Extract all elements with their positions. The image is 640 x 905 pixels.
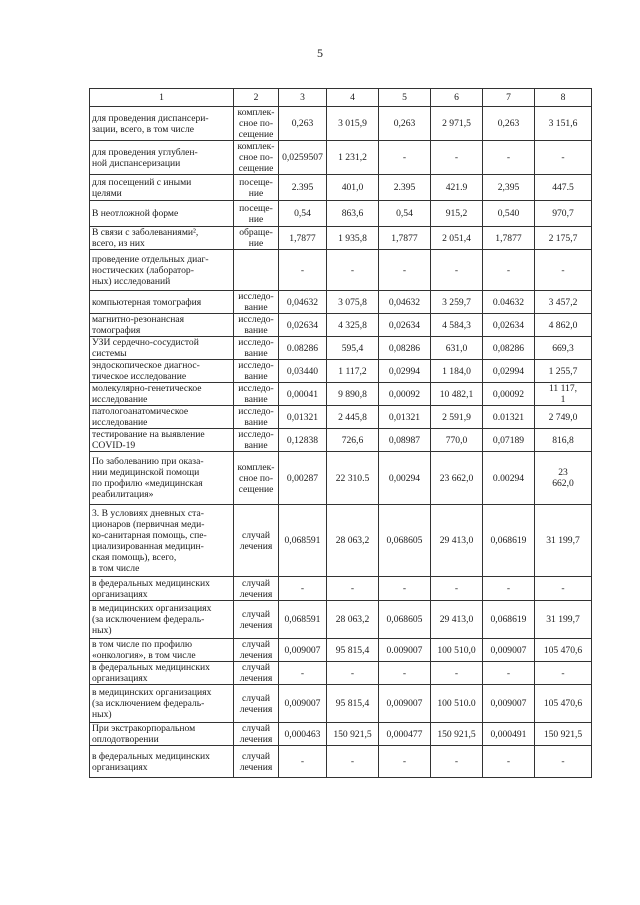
table-row (90, 360, 592, 383)
value-cell: - (379, 250, 431, 291)
value-cell: 0,068591 (279, 505, 327, 577)
value-cell: 0,03440 (279, 360, 327, 383)
value-cell: 2 445,8 (327, 406, 379, 429)
row-label: эндоскопическое диагнос- тическое исследование (90, 360, 234, 383)
unit-cell: случай лечения (234, 577, 279, 601)
value-cell: 105 470,6 (535, 685, 592, 723)
value-cell: 0,02634 (379, 314, 431, 337)
value-cell: 447.5 (535, 175, 592, 201)
unit-cell: случай лечения (234, 685, 279, 723)
header-cell: 8 (535, 89, 592, 107)
value-cell: 95 815,4 (327, 685, 379, 723)
value-cell: 0.04632 (483, 291, 535, 314)
row-label: В связи с заболеваниями², всего, из них (90, 227, 234, 250)
value-cell: - (483, 141, 535, 175)
unit-cell: обраще- ние (234, 227, 279, 250)
table-row (90, 723, 592, 746)
value-cell: 0,263 (379, 107, 431, 141)
value-cell: 0,068619 (483, 601, 535, 639)
unit-cell: случай лечения (234, 662, 279, 685)
value-cell: 23 662,0 (431, 452, 483, 505)
row-label: При экстракорпоральном оплодотворении (90, 723, 234, 746)
value-cell: 3 075,8 (327, 291, 379, 314)
unit-cell: случай лечения (234, 505, 279, 577)
value-cell: 2 175,7 (535, 227, 592, 250)
value-cell: - (431, 577, 483, 601)
unit-cell: исследо- вание (234, 360, 279, 383)
table-row (90, 250, 592, 291)
value-cell: 0,000463 (279, 723, 327, 746)
value-cell: 2 591,9 (431, 406, 483, 429)
header-cell: 2 (234, 89, 279, 107)
value-cell: 0,54 (379, 201, 431, 227)
value-cell: - (535, 746, 592, 778)
value-cell: 31 199,7 (535, 505, 592, 577)
value-cell: 816,8 (535, 429, 592, 452)
unit-cell: исследо- вание (234, 429, 279, 452)
value-cell: 915,2 (431, 201, 483, 227)
table-row (90, 746, 592, 778)
value-cell: 726,6 (327, 429, 379, 452)
unit-cell: исследо- вание (234, 314, 279, 337)
value-cell: - (483, 746, 535, 778)
row-label: в федеральных медицинских организациях (90, 746, 234, 778)
value-cell: 1 935,8 (327, 227, 379, 250)
value-cell: 0,04632 (379, 291, 431, 314)
value-cell: 631,0 (431, 337, 483, 360)
value-cell: 0,08286 (379, 337, 431, 360)
value-cell: 22 310.5 (327, 452, 379, 505)
header-cell: 4 (327, 89, 379, 107)
value-cell: 150 921,5 (535, 723, 592, 746)
value-cell: - (535, 577, 592, 601)
value-cell: 0,04632 (279, 291, 327, 314)
value-cell: 100 510,0 (431, 639, 483, 662)
value-cell: 0,00092 (483, 383, 535, 406)
value-cell: 669,3 (535, 337, 592, 360)
value-cell: 0,00287 (279, 452, 327, 505)
value-cell: 1,7877 (379, 227, 431, 250)
value-cell: 0,009007 (279, 639, 327, 662)
value-cell: 2.395 (279, 175, 327, 201)
table-row (90, 505, 592, 577)
row-label: в медицинских организациях (за исключением федераль- ных) (90, 685, 234, 723)
value-cell: 0,07189 (483, 429, 535, 452)
value-cell: 421.9 (431, 175, 483, 201)
value-cell: 0,01321 (279, 406, 327, 429)
value-cell: 150 921,5 (327, 723, 379, 746)
unit-cell: исследо- вание (234, 406, 279, 429)
value-cell: - (431, 250, 483, 291)
value-cell: 0,12838 (279, 429, 327, 452)
value-cell: - (279, 250, 327, 291)
row-label: магнитно-резонансная томография (90, 314, 234, 337)
value-cell: 0,263 (279, 107, 327, 141)
unit-cell: посеще- ние (234, 201, 279, 227)
row-label: для посещений с иными целями (90, 175, 234, 201)
unit-cell: комплек- сное по- сещение (234, 452, 279, 505)
row-label: в том числе по профилю «онкология», в том числе (90, 639, 234, 662)
value-cell: 1 255,7 (535, 360, 592, 383)
value-cell: - (535, 141, 592, 175)
row-label: В неотложной форме (90, 201, 234, 227)
value-cell: 0,08286 (483, 337, 535, 360)
row-label: для проведения диспансери- зации, всего, в том числе (90, 107, 234, 141)
value-cell: 0.01321 (483, 406, 535, 429)
row-label: тестирование на выявление COVID-19 (90, 429, 234, 452)
row-label: УЗИ сердечно-сосудистой системы (90, 337, 234, 360)
value-cell: - (483, 662, 535, 685)
value-cell: 970,7 (535, 201, 592, 227)
value-cell: 2 749,0 (535, 406, 592, 429)
value-cell: 1 117,2 (327, 360, 379, 383)
value-cell: - (483, 577, 535, 601)
value-cell: 105 470,6 (535, 639, 592, 662)
value-cell: 1 184,0 (431, 360, 483, 383)
header-cell: 3 (279, 89, 327, 107)
value-cell: - (279, 662, 327, 685)
unit-cell: случай лечения (234, 639, 279, 662)
value-cell: 10 482,1 (431, 383, 483, 406)
value-cell: 0,009007 (483, 639, 535, 662)
value-cell: - (535, 250, 592, 291)
value-cell: 0,068605 (379, 505, 431, 577)
value-cell: - (327, 577, 379, 601)
unit-cell: исследо- вание (234, 291, 279, 314)
table-row (90, 291, 592, 314)
row-label: в федеральных медицинских организациях (90, 577, 234, 601)
value-cell: 2 971,5 (431, 107, 483, 141)
header-cell: 7 (483, 89, 535, 107)
value-cell: 0,54 (279, 201, 327, 227)
header-cell: 6 (431, 89, 483, 107)
row-label: проведение отдельных диаг- ностических (лаборатор- ных) исследований (90, 250, 234, 291)
unit-cell: комплек- сное по- сещение (234, 107, 279, 141)
table-row (90, 639, 592, 662)
table-row (90, 314, 592, 337)
page-number: 5 (317, 46, 323, 60)
value-cell: 3 151,6 (535, 107, 592, 141)
table-row (90, 175, 592, 201)
value-cell: 28 063,2 (327, 601, 379, 639)
value-cell: 1,7877 (483, 227, 535, 250)
value-cell: 0,009007 (483, 685, 535, 723)
value-cell: 0,02634 (279, 314, 327, 337)
tariff-table (89, 88, 592, 778)
table-row (90, 577, 592, 601)
row-label: компьютерная томография (90, 291, 234, 314)
value-cell: 28 063,2 (327, 505, 379, 577)
value-cell: - (379, 746, 431, 778)
value-cell: 863,6 (327, 201, 379, 227)
value-cell: 29 413,0 (431, 505, 483, 577)
value-cell: 4 862,0 (535, 314, 592, 337)
value-cell: - (379, 577, 431, 601)
value-cell: 2,395 (483, 175, 535, 201)
row-label: По заболеванию при оказа- нии медицинской помощи по профилю «медицинская реабилитация» (90, 452, 234, 505)
table-row (90, 227, 592, 250)
value-cell: 0,01321 (379, 406, 431, 429)
value-cell: 29 413,0 (431, 601, 483, 639)
value-cell: - (279, 746, 327, 778)
value-cell: 0,068619 (483, 505, 535, 577)
table-row (90, 662, 592, 685)
value-cell: - (379, 662, 431, 685)
table-row (90, 383, 592, 406)
value-cell: 4 584,3 (431, 314, 483, 337)
row-label: 3. В условиях дневных ста- ционаров (первичная меди- ко-санитарная помощь, спе- циализированная медицин- ская помощь), всего, в том числе (90, 505, 234, 577)
value-cell: 1 231,2 (327, 141, 379, 175)
unit-cell (234, 250, 279, 291)
value-cell: 0,009007 (279, 685, 327, 723)
value-cell: 1,7877 (279, 227, 327, 250)
value-cell: 3 015,9 (327, 107, 379, 141)
value-cell: 0,02994 (379, 360, 431, 383)
value-cell: 0,00092 (379, 383, 431, 406)
unit-cell: исследо- вание (234, 337, 279, 360)
value-cell: - (279, 577, 327, 601)
value-cell: 0.00294 (483, 452, 535, 505)
row-label: в федеральных медицинских организациях (90, 662, 234, 685)
table-row (90, 141, 592, 175)
value-cell: - (431, 141, 483, 175)
unit-cell: исследо- вание (234, 383, 279, 406)
value-cell: 0,000477 (379, 723, 431, 746)
value-cell: 0,08987 (379, 429, 431, 452)
value-cell: 2 051,4 (431, 227, 483, 250)
table-row (90, 201, 592, 227)
table-row (90, 452, 592, 505)
value-cell: 0.08286 (279, 337, 327, 360)
value-cell: 0,000491 (483, 723, 535, 746)
value-cell: 401,0 (327, 175, 379, 201)
value-cell: - (431, 746, 483, 778)
table-row (90, 685, 592, 723)
value-cell: - (535, 662, 592, 685)
table-row (90, 601, 592, 639)
value-cell: 3 457,2 (535, 291, 592, 314)
value-cell: 0,068605 (379, 601, 431, 639)
table-row (90, 406, 592, 429)
unit-cell: случай лечения (234, 723, 279, 746)
row-label: в медицинских организациях (за исключением федераль- ных) (90, 601, 234, 639)
row-label: для проведения углублен- ной диспансеризации (90, 141, 234, 175)
value-cell: - (327, 662, 379, 685)
header-cell: 5 (379, 89, 431, 107)
value-cell: 9 890,8 (327, 383, 379, 406)
value-cell: 0,00041 (279, 383, 327, 406)
unit-cell: комплек- сное по- сещение (234, 141, 279, 175)
value-cell: 595,4 (327, 337, 379, 360)
header-row (90, 89, 592, 107)
value-cell: 23 662,0 (535, 452, 592, 505)
value-cell: 31 199,7 (535, 601, 592, 639)
value-cell: 0,009007 (379, 685, 431, 723)
value-cell: - (327, 250, 379, 291)
value-cell: 0,263 (483, 107, 535, 141)
value-cell: 0,540 (483, 201, 535, 227)
value-cell: 95 815,4 (327, 639, 379, 662)
table-row (90, 337, 592, 360)
table-body (90, 89, 592, 778)
value-cell: 0,02994 (483, 360, 535, 383)
value-cell: 0,02634 (483, 314, 535, 337)
value-cell: 0,00294 (379, 452, 431, 505)
value-cell: - (431, 662, 483, 685)
unit-cell: случай лечения (234, 601, 279, 639)
row-label: молекулярно-генетическое исследование (90, 383, 234, 406)
value-cell: - (327, 746, 379, 778)
value-cell: - (483, 250, 535, 291)
value-cell: 4 325,8 (327, 314, 379, 337)
unit-cell: случай лечения (234, 746, 279, 778)
header-cell: 1 (90, 89, 234, 107)
value-cell: - (379, 141, 431, 175)
value-cell: 2.395 (379, 175, 431, 201)
value-cell: 3 259,7 (431, 291, 483, 314)
value-cell: 100 510.0 (431, 685, 483, 723)
value-cell: 770,0 (431, 429, 483, 452)
value-cell: 0,068591 (279, 601, 327, 639)
value-cell: 150 921,5 (431, 723, 483, 746)
value-cell: 0,0259507 (279, 141, 327, 175)
unit-cell: посеще- ние (234, 175, 279, 201)
row-label: патологоанатомическое исследование (90, 406, 234, 429)
value-cell: 11 117, 1 (535, 383, 592, 406)
value-cell: 0.009007 (379, 639, 431, 662)
table-row (90, 429, 592, 452)
table-row (90, 107, 592, 141)
